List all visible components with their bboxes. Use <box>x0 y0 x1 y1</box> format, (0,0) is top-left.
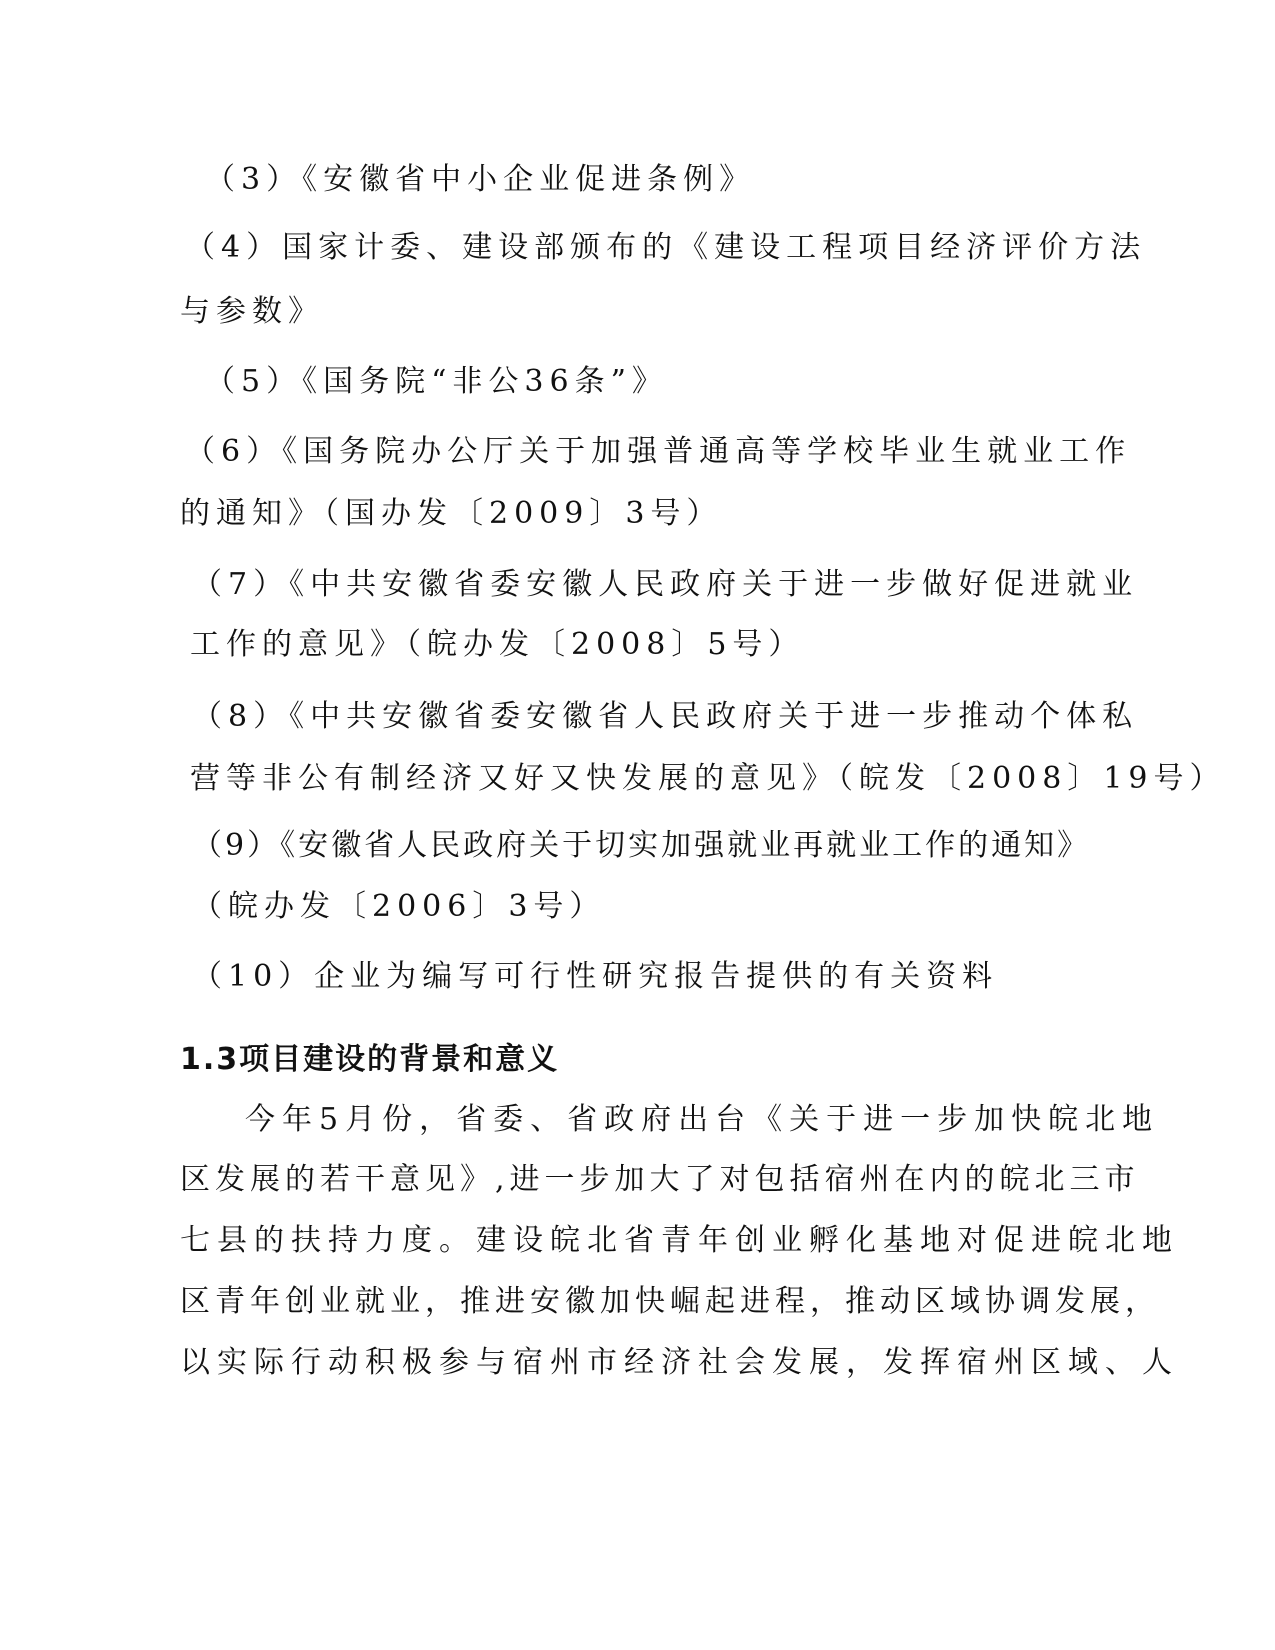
reference-7-line-2: 工作的意见》（皖办发〔2008〕5号） <box>190 627 805 662</box>
paragraph-line: 区青年创业就业，推进安徽加快崛起进程，推动区域协调发展， <box>180 1284 1160 1319</box>
paragraph-line: 区发展的若干意见》,进一步加大了对包括宿州在内的皖北三市 <box>180 1162 1140 1197</box>
paragraph-line: 七县的扶持力度。建设皖北省青年创业孵化基地对促进皖北地 <box>180 1223 1179 1258</box>
reference-7-line-1: （7）《中共安徽省委安徽人民政府关于进一步做好促进就业 <box>192 567 1139 602</box>
reference-8-line-2: 营等非公有制经济又好又快发展的意见》（皖发〔2008〕19号） <box>190 761 1226 796</box>
paragraph-line: 以实际行动积极参与宿州市经济社会发展，发挥宿州区域、人 <box>180 1345 1179 1380</box>
section-heading: 1.3项目建设的背景和意义 <box>180 1042 560 1077</box>
reference-6-line-2: 的通知》（国办发〔2009〕3号） <box>180 496 723 531</box>
reference-10: （10）企业为编写可行性研究报告提供的有关资料 <box>192 959 999 994</box>
reference-8-line-1: （8）《中共安徽省委安徽省人民政府关于进一步推动个体私 <box>192 699 1139 734</box>
reference-9-line-2: （皖办发〔2006〕3号） <box>192 889 606 924</box>
reference-9-line-1: （9）《安徽省人民政府关于切实加强就业再就业工作的通知》 <box>192 828 1091 863</box>
paragraph-line: 今年5月份，省委、省政府出台《关于进一步加快皖北地 <box>245 1102 1160 1137</box>
reference-4-line-1: （4）国家计委、建设部颁布的《建设工程项目经济评价方法 <box>185 230 1147 265</box>
reference-3: （3）《安徽省中小企业促进条例》 <box>205 162 756 197</box>
reference-6-line-1: （6）《国务院办公厅关于加强普通高等学校毕业生就业工作 <box>185 434 1132 469</box>
reference-5: （5）《国务院“非公36条”》 <box>205 364 668 399</box>
reference-4-line-2: 与参数》 <box>180 294 324 329</box>
